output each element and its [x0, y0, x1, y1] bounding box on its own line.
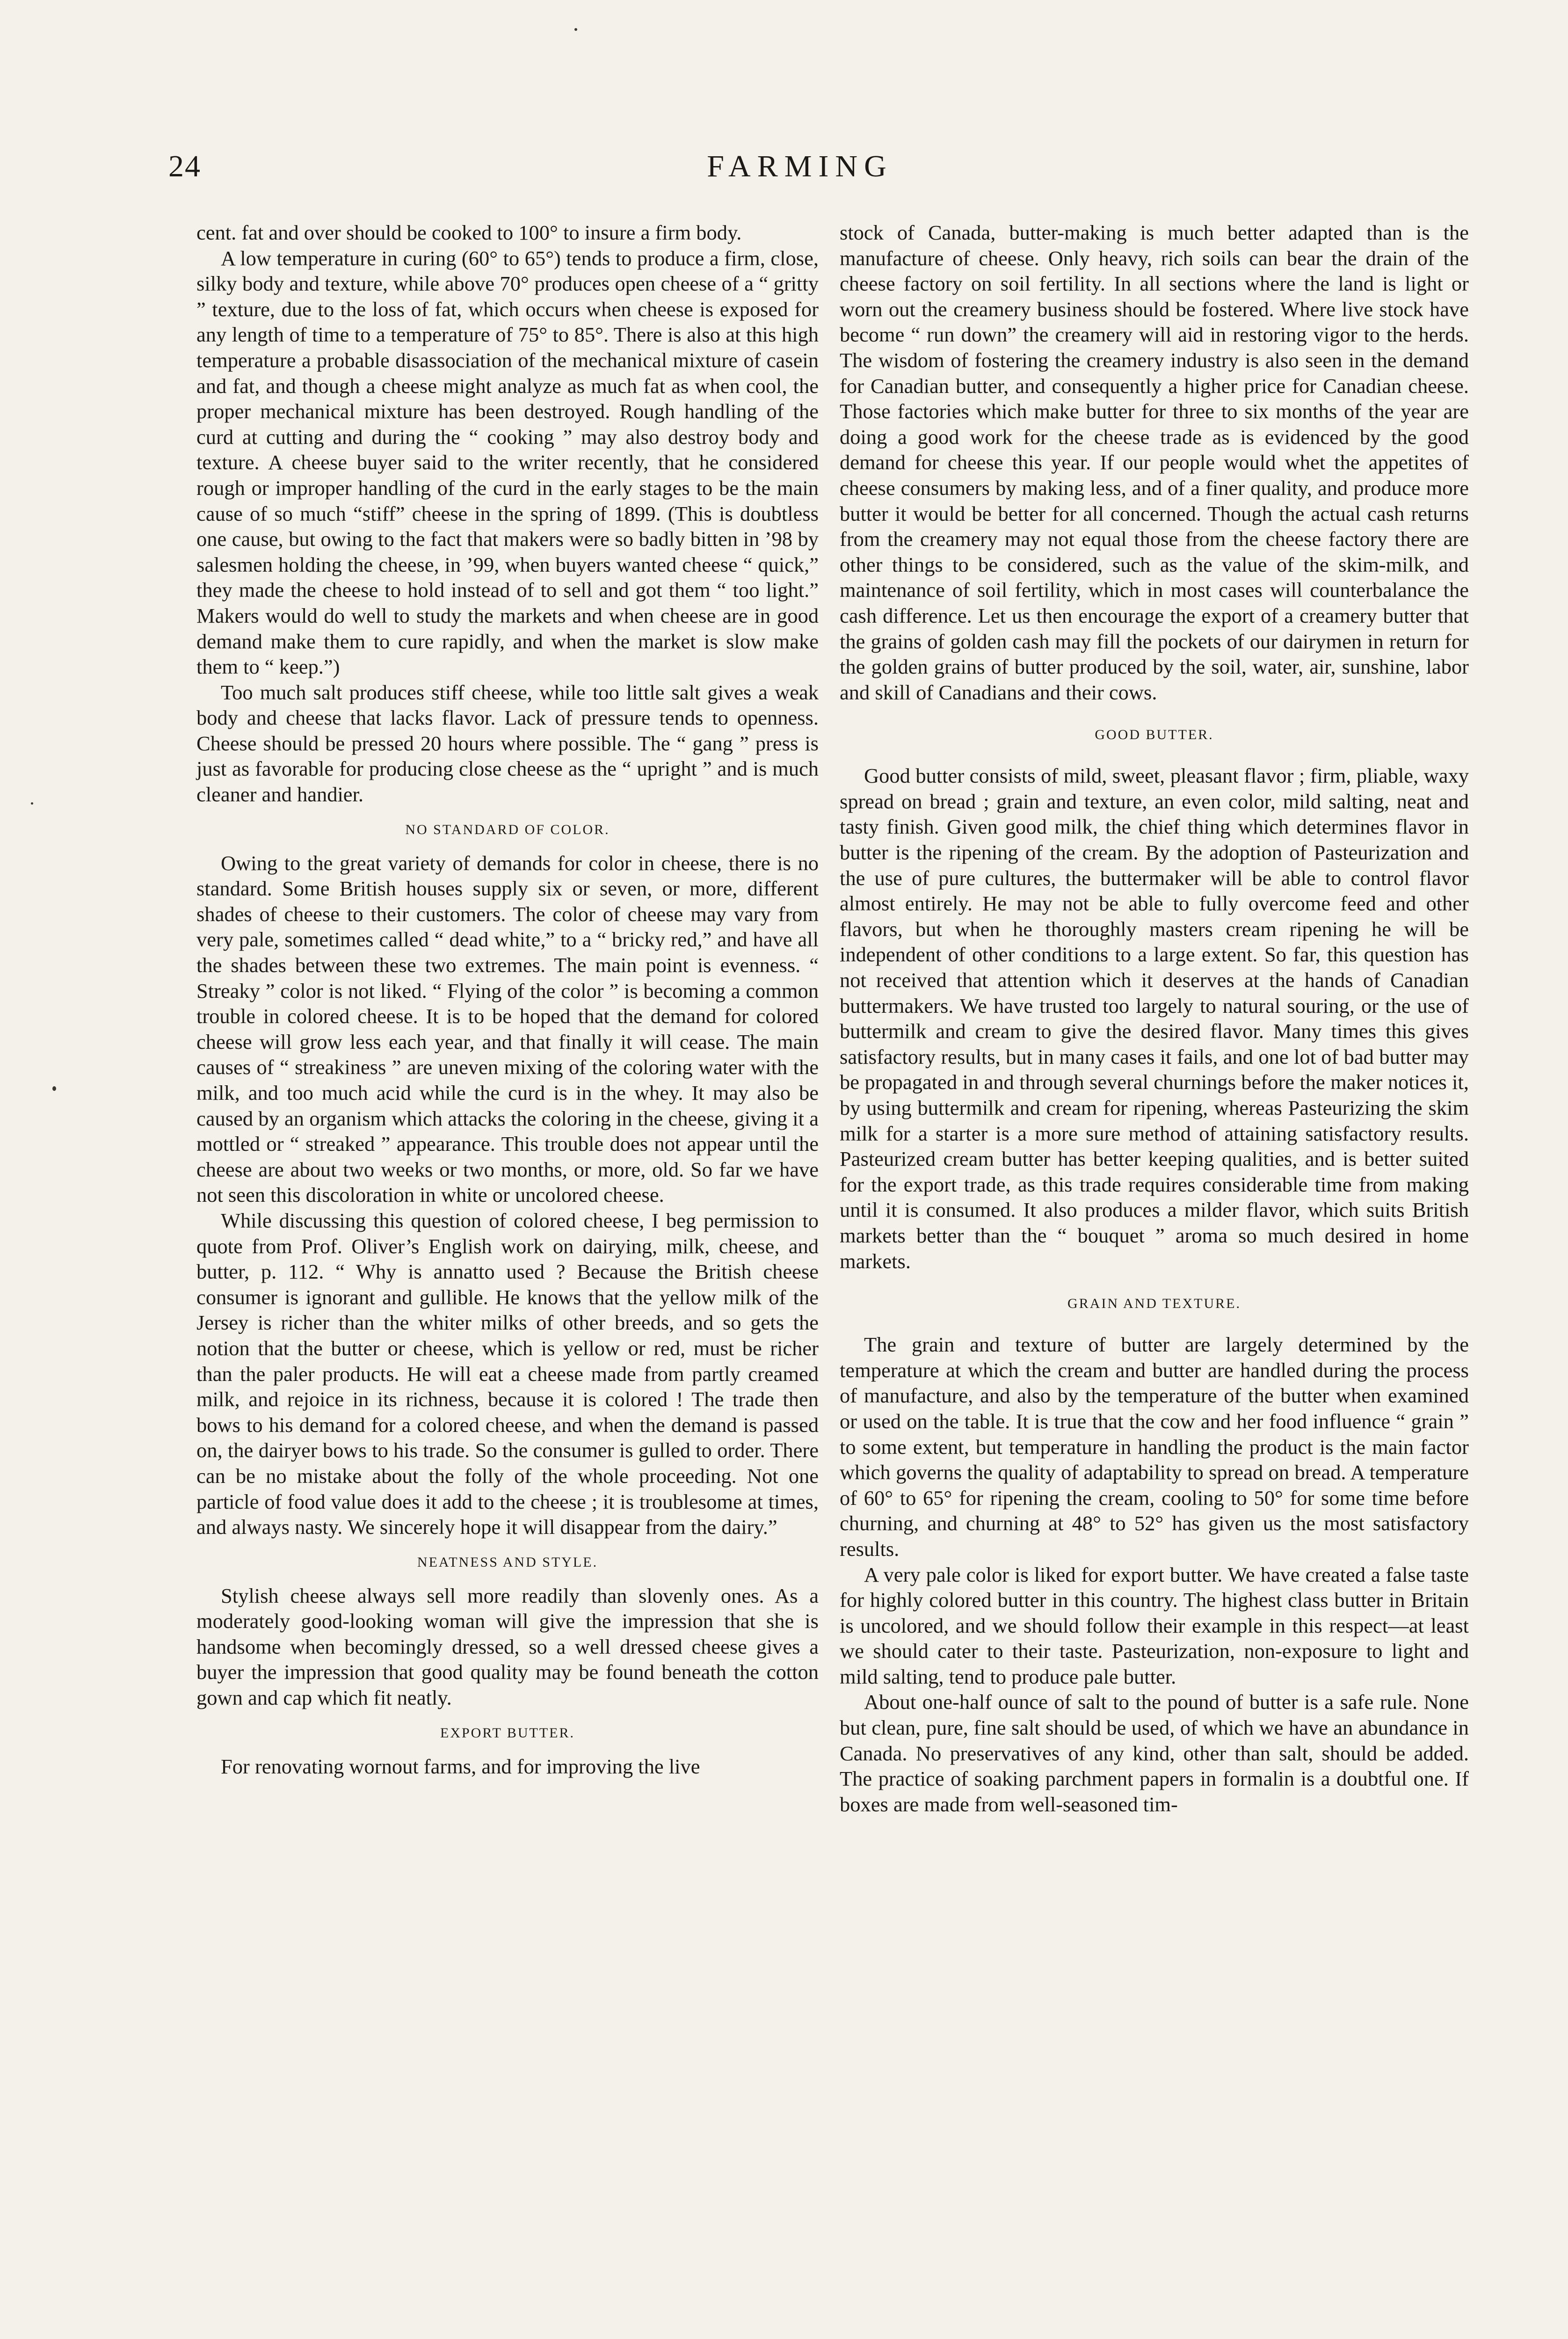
- section-heading-no-standard-of-color: NO STANDARD OF COLOR.: [405, 821, 610, 837]
- paragraph: cent. fat and over should be cooked to 100° to insure a firm body.: [196, 221, 742, 244]
- section-heading-neatness-and-style: NEATNESS AND STYLE.: [417, 1554, 598, 1570]
- section-heading-export-butter: EXPORT BUTTER.: [440, 1725, 575, 1741]
- paragraph: Good butter consists of mild, sweet, pleasant flavor ; firm, pliable, waxy spread on bread ; grain and texture, an even color, mild salting, neat and tasty finish. Given good milk, the chief thing which determines flavor in butter is the ripening of the cream. By the adoption of Pasteurization and the use of pure cultures, the buttermaker will be able to control flavor almost entirely. He may not be able to fully overcome feed and other flavors, but when he thoroughly masters cream ripening he will be independent of other conditions to a large extent. So far, this question has not received that attention which it deserves at the hands of Canadian buttermakers. We have trusted too largely to natural souring, or the use of buttermilk and cream to give the desired flavor. Many times this gives satisfactory results, but in many cases it fails, and one lot of bad butter may be propagated in and through several churnings before the maker notices it, by using buttermilk and cream for ripening, whereas Pasteurizing the skim milk for a starter is a more sure method of attaining satisfactory results. Pasteurized cream butter has better keeping qualities, and is better suited for the export trade, as this trade requires considerable time from making until it is consumed. It also produces a milder flavor, which suits British markets better than the “ bouquet ” aroma so much desired in home markets.: [840, 764, 1469, 1273]
- paragraph: Owing to the great variety of demands for color in cheese, there is no standard. Some British houses supply six or seven, or more, different shades of cheese to their customers. The color of cheese may vary from very pale, sometimes called “ dead white,” to a “ bricky red,” and have all the shades between these two extremes. The main point is evenness. “ Streaky ” color is not liked. “ Flying of the color ” is becoming a common trouble in colored cheese. It is to be hoped that the demand for colored cheese will grow less each year, and that finally it will cease. The main causes of “ streakiness ” are uneven mixing of the coloring water with the milk, and too much acid while the curd is in the whey. It may also be caused by an organism which attacks the coloring in the cheese, giving it a mottled or “ streaked ” appearance. This trouble does not appear until the cheese are about two weeks or two months, or more, old. So far we have not seen this discoloration in white or uncolored cheese.: [196, 851, 819, 1207]
- print-speck: [31, 802, 33, 805]
- paragraph: stock of Canada, butter-making is much better adapted than is the manufacture of cheese. Only heavy, rich soils can bear the drain of the cheese factory on soil fertility. In all sections where the land is light or worn out the creamery business should be fostered. Where live stock have become “ run down” the creamery will aid in restoring vigor to the herds. The wisdom of fostering the creamery industry is also seen in the demand for Canadian butter, and consequently a higher price for Canadian cheese. Those factories which make butter for three to six months of the year are doing a good work for the cheese trade as is evidenced by the good demand for cheese this year. If our people would whet the appetites of cheese consumers by making less, and of a finer quality, and produce more butter it would be better for all concerned. Though the actual cash returns from the creamery may not equal those from the cheese factory there are other things to be considered, such as the value of the skim-milk, and maintenance of soil fertility, which in most cases will counterbalance the cash difference. Let us then encourage the export of a creamery butter that the grains of golden cash may fill the pockets of our dairymen in return for the golden grains of butter produced by the soil, water, air, sunshine, labor and skill of Canadians and their cows.: [840, 221, 1469, 704]
- paragraph: For renovating wornout farms, and for improving the live: [221, 1754, 700, 1778]
- paragraph: While discussing this question of colored cheese, I beg permission to quote from Prof. Oliver’s English work on dairying, milk, cheese, and butter, p. 112. “ Why is annatto used ? Because the British cheese consumer is ignorant and gullible. He knows that the yellow milk of the Jersey is richer than the whiter milks of other breeds, and so gets the notion that the butter or cheese, which is yellow or red, must be richer than the paler products. He will eat a cheese made from partly creamed milk, and rejoice in its richness, because it is colored ! The trade then bows to his demand for a colored cheese, and when the demand is passed on, the dairyer bows to his trade. So the consumer is gulled to order. There can be no mistake about the folly of the whole proceeding. Not one particle of food value does it add to the cheese ; it is troublesome at times, and always nasty. We sincerely hope it will disappear from the dairy.”: [196, 1208, 819, 1539]
- right-column: [840, 220, 1469, 1817]
- section-heading-grain-and-texture: GRAIN AND TEXTURE.: [1067, 1296, 1241, 1312]
- paragraph: A low temperature in curing (60° to 65°) tends to produce a firm, close, silky body and texture, while above 70° produces open cheese of a “ gritty ” texture, due to the loss of fat, which occurs when cheese is exposed for any length of time to a temperature of 75° to 85°. There is also at this high temperature a probable disassociation of the mechanical mixture of casein and fat, and though a cheese might analyze as much fat as when cool, the proper mechanical mixture has been destroyed. Rough handling of the curd at cutting and during the “ cooking ” may also destroy body and texture. A cheese buyer said to the writer recently, that he considered rough or improper handling of the curd in the early stages to be the main cause of so much “stiff” cheese in the spring of 1899. (This is doubtless one cause, but owing to the fact that makers were so badly bitten in ’98 by salesmen holding the cheese, in ’99, when buyers wanted cheese “ quick,” they made the cheese to hold instead of to sell and got them “ too light.” Makers would do well to study the markets and when cheese are in good demand make them to cure rapidly, and when the market is slow make them to “ keep.”): [196, 246, 819, 679]
- print-speck: [574, 28, 577, 31]
- paragraph: The grain and texture of butter are largely determined by the temperature at which the cream and butter are handled during the process of manufacture, and also by the temperature of the butter when examined or used on the table. It is true that the cow and her food influence “ grain ” to some extent, but temperature in handling the product is the main factor which governs the quality of adaptability to spread on bread. A temperature of 60° to 65° for ripening the cream, cooling to 50° for some time before churning, and churning at 48° to 52° has given us the most satisfactory results.: [840, 1333, 1469, 1561]
- print-speck: [52, 1086, 56, 1091]
- page-number: 24: [168, 149, 201, 183]
- paragraph: A very pale color is liked for export butter. We have created a false taste for highly colored butter in this country. The highest class butter in Britain is uncolored, and we should follow their example in this respect—at least we should cater to their taste. Pasteurization, non-exposure to light and mild salting, tend to produce pale butter.: [840, 1562, 1469, 1688]
- left-column: [196, 220, 819, 1779]
- running-head: FARMING: [707, 149, 893, 183]
- section-heading-good-butter: GOOD BUTTER.: [1095, 727, 1214, 743]
- paragraph: Too much salt produces stiff cheese, while too little salt gives a weak body and cheese that lacks flavor. Lack of pressure tends to openness. Cheese should be pressed 20 hours where possible. The “ gang ” press is just as favorable for producing close cheese as the “ upright ” and is much cleaner and handier.: [196, 680, 819, 806]
- paragraph: Stylish cheese always sell more readily than slovenly ones. As a moderately good-looking woman will give the impression that she is handsome when becomingly dressed, so a well dressed cheese gives a buyer the impression that good quality may be found beneath the cotton gown and cap which fit neatly.: [196, 1584, 819, 1710]
- paragraph: About one-half ounce of salt to the pound of butter is a safe rule. None but clean, pure, fine salt should be used, of which we have an abundance in Canada. No preservatives of any kind, other than salt, should be added. The practice of soaking parchment papers in formalin is a doubtful one. If boxes are made from well-seasoned tim-: [840, 1690, 1469, 1816]
